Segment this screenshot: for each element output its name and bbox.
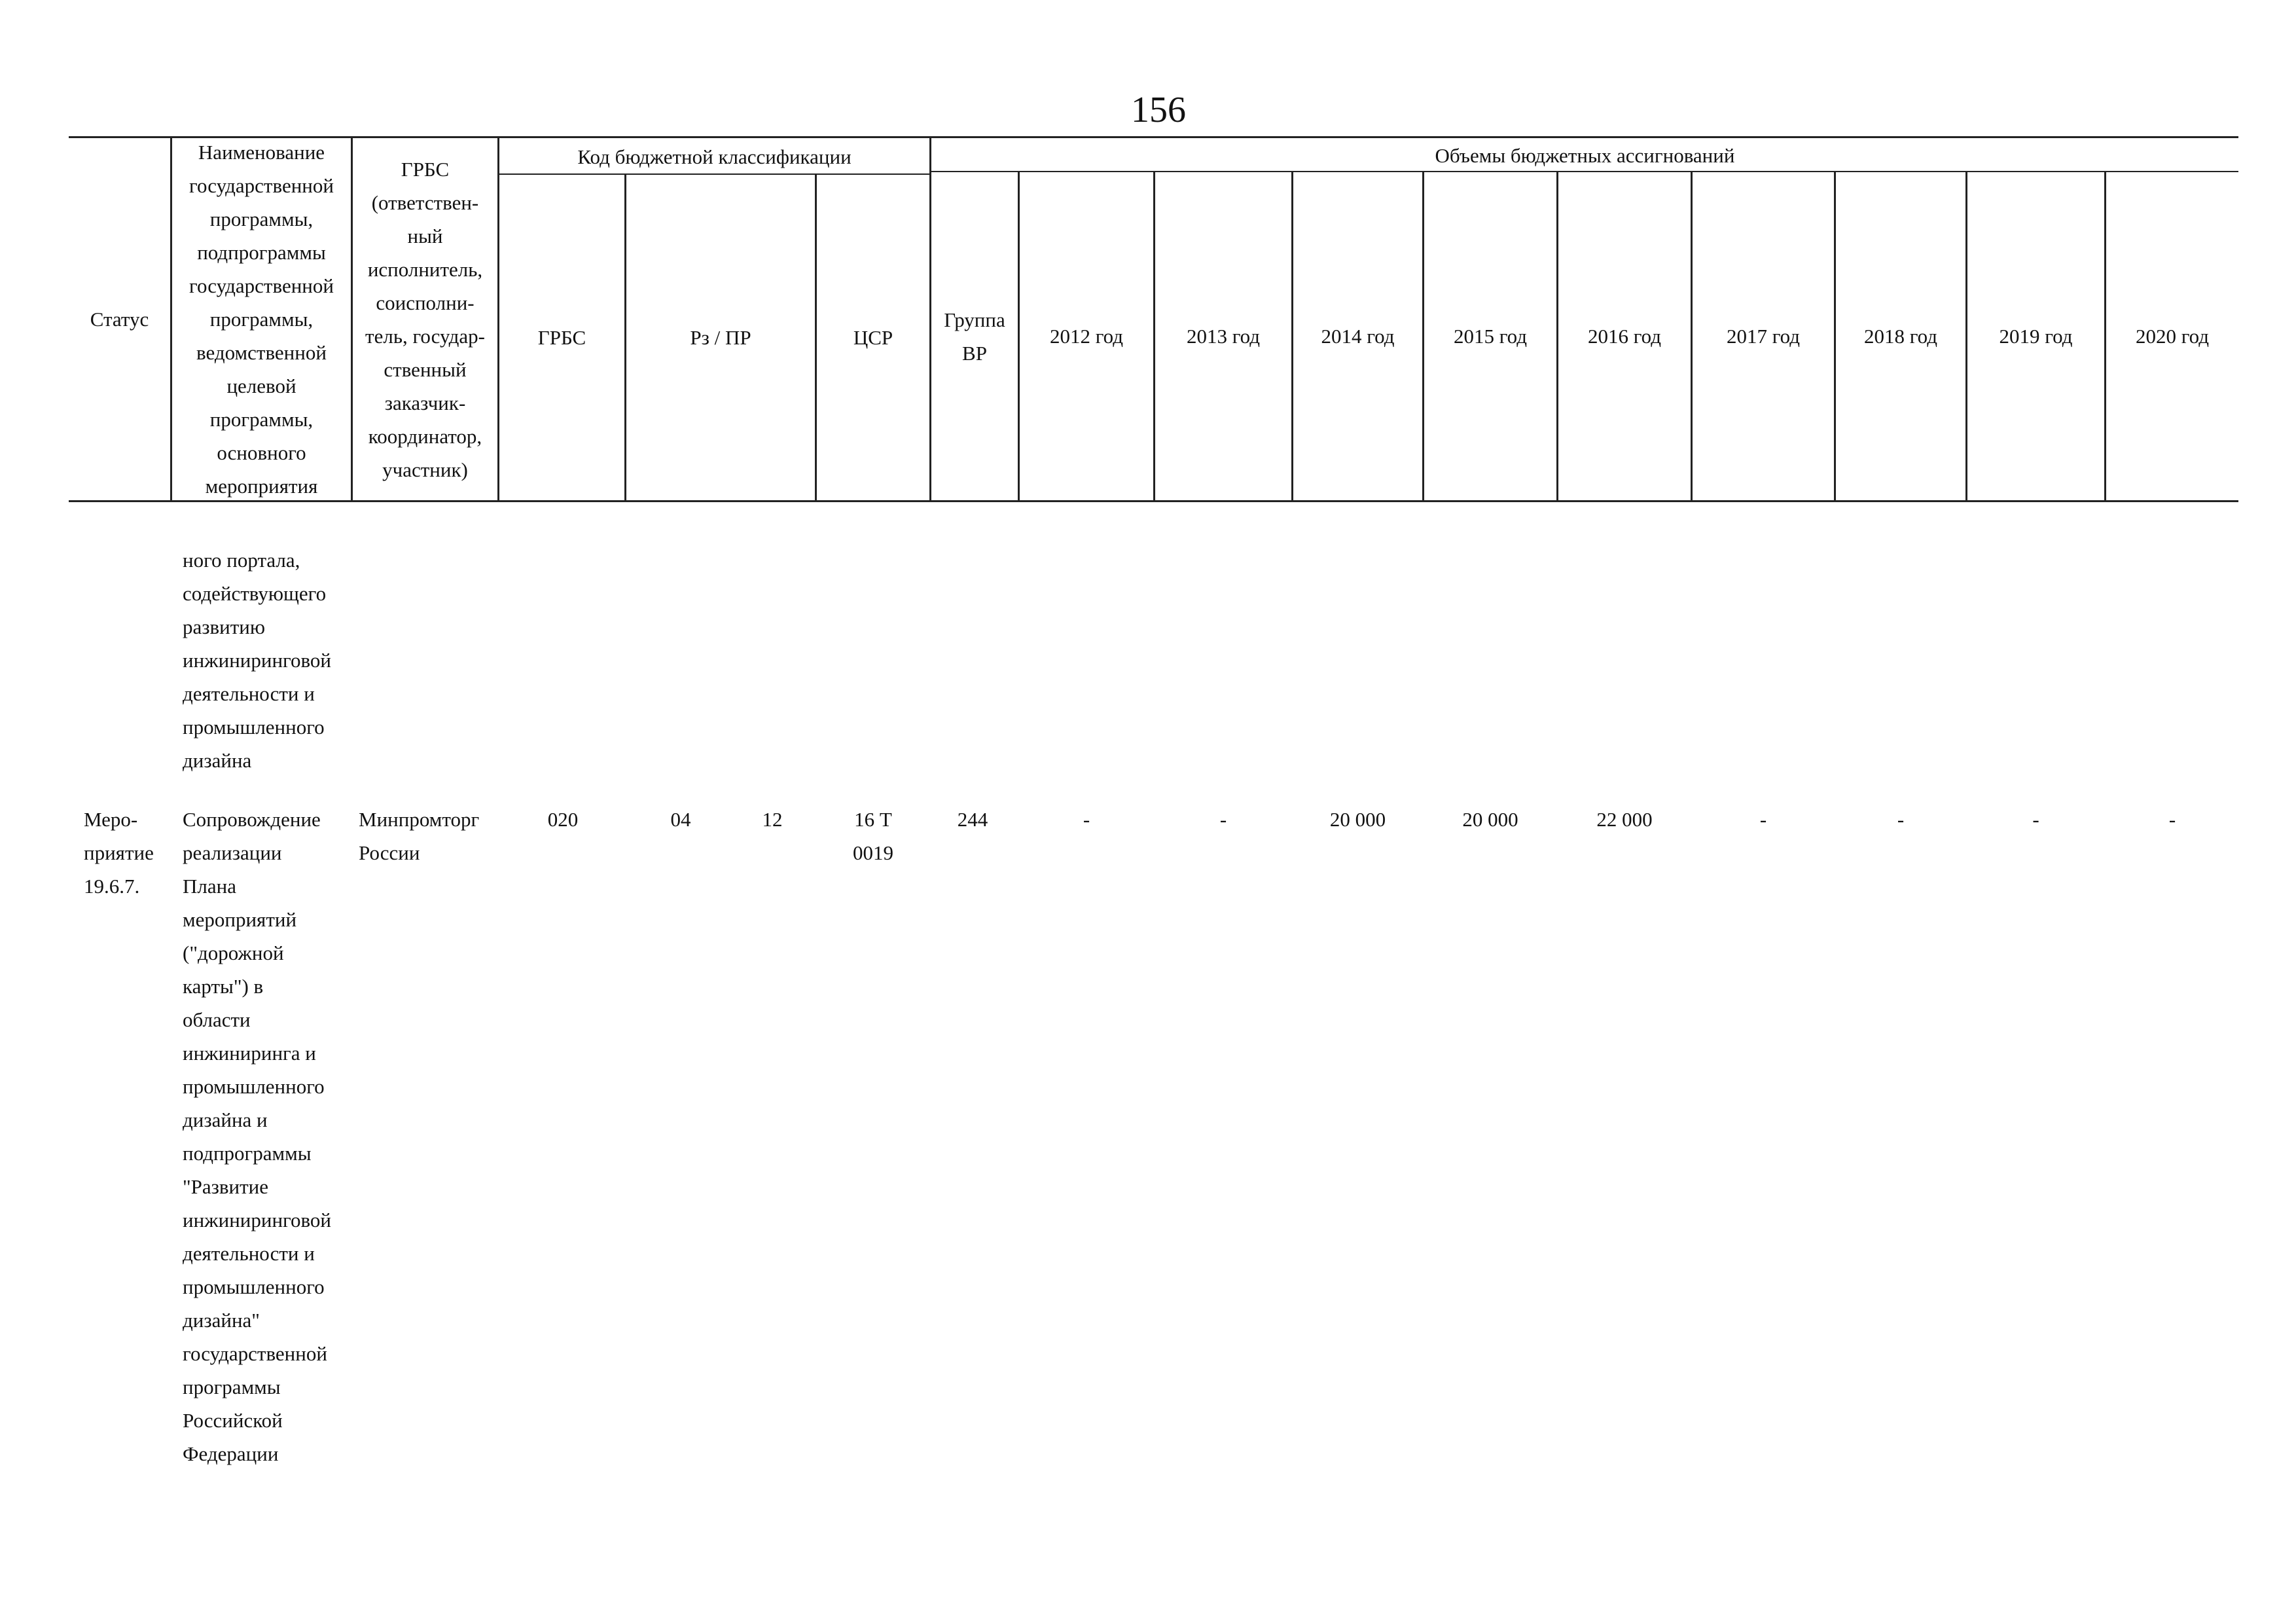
header-grbs [353,138,497,500]
header-year-2013: 2013 год [1186,325,1261,348]
row-name: Сопровождение реализации Плана мероприятий ("дорожной карты") в области инжиниринга и промышленного дизайна и подпрограммы "Развитие инжиниринговой деятельности и промышленного дизайна" государственной программы Российской Федерации [183,808,332,1465]
header-year-2015: 2015 год [1453,325,1528,348]
header-status: Статус [90,308,149,331]
header-year-2017: 2017 год [1726,325,1801,348]
header-name [172,138,351,500]
row-pr: 12 [762,808,783,831]
row-value-2012: - [1083,808,1090,831]
row-vr: 244 [957,808,988,831]
header-code-vr-text: Группа ВР [944,308,1005,365]
header-year-2014: 2014 год [1321,325,1395,348]
page-number: 156 [1131,90,1186,130]
header-budget-code-group: Код бюджетной классификации [577,145,852,168]
row-value-2019: - [2032,808,2039,831]
row-value-2013: - [1219,808,1227,831]
header-grbs-text: ГРБС (ответствен- ный исполнитель, соисполни- тель, государ- ственный заказчик- координатор, участник) [365,157,485,481]
row-status: Меро- приятие 19.6.7. [84,808,154,898]
header-year-2019: 2019 год [1999,325,2073,348]
row-rz: 04 [670,808,691,831]
row-value-2016: 22 000 [1596,808,1653,831]
header-budget-volumes-group: Объемы бюджетных ассигнований [1435,143,1735,167]
header-code-grbs: ГРБС [537,326,586,349]
header-year-2012: 2012 год [1049,325,1124,348]
header-year-2020: 2020 год [2135,325,2210,348]
header-code-rz-pr: Рз / ПР [690,326,751,349]
row-continuation-name: ного портала, содействующего развитию инжиниринговой деятельности и промышленного дизайна [183,549,332,772]
header-year-2018: 2018 год [1863,325,1938,348]
header-year-2016: 2016 год [1587,325,1662,348]
row-value-2015: 20 000 [1462,808,1518,831]
row-grbs: Минпромторг России [359,808,480,864]
header-code-csr: ЦСР [853,326,893,349]
header-name-text: Наименование государственной программы, подпрограммы государственной программы, ведомственной целевой программы, основного мероприятия [189,141,334,498]
row-csr: 16 Т 0019 [853,808,893,864]
row-value-2017: - [1759,808,1767,831]
header-code-vr [931,172,1018,500]
row-code-grbs: 020 [547,808,579,831]
row-value-2014: 20 000 [1329,808,1386,831]
row-value-2020: - [2168,808,2176,831]
row-value-2018: - [1897,808,1905,831]
